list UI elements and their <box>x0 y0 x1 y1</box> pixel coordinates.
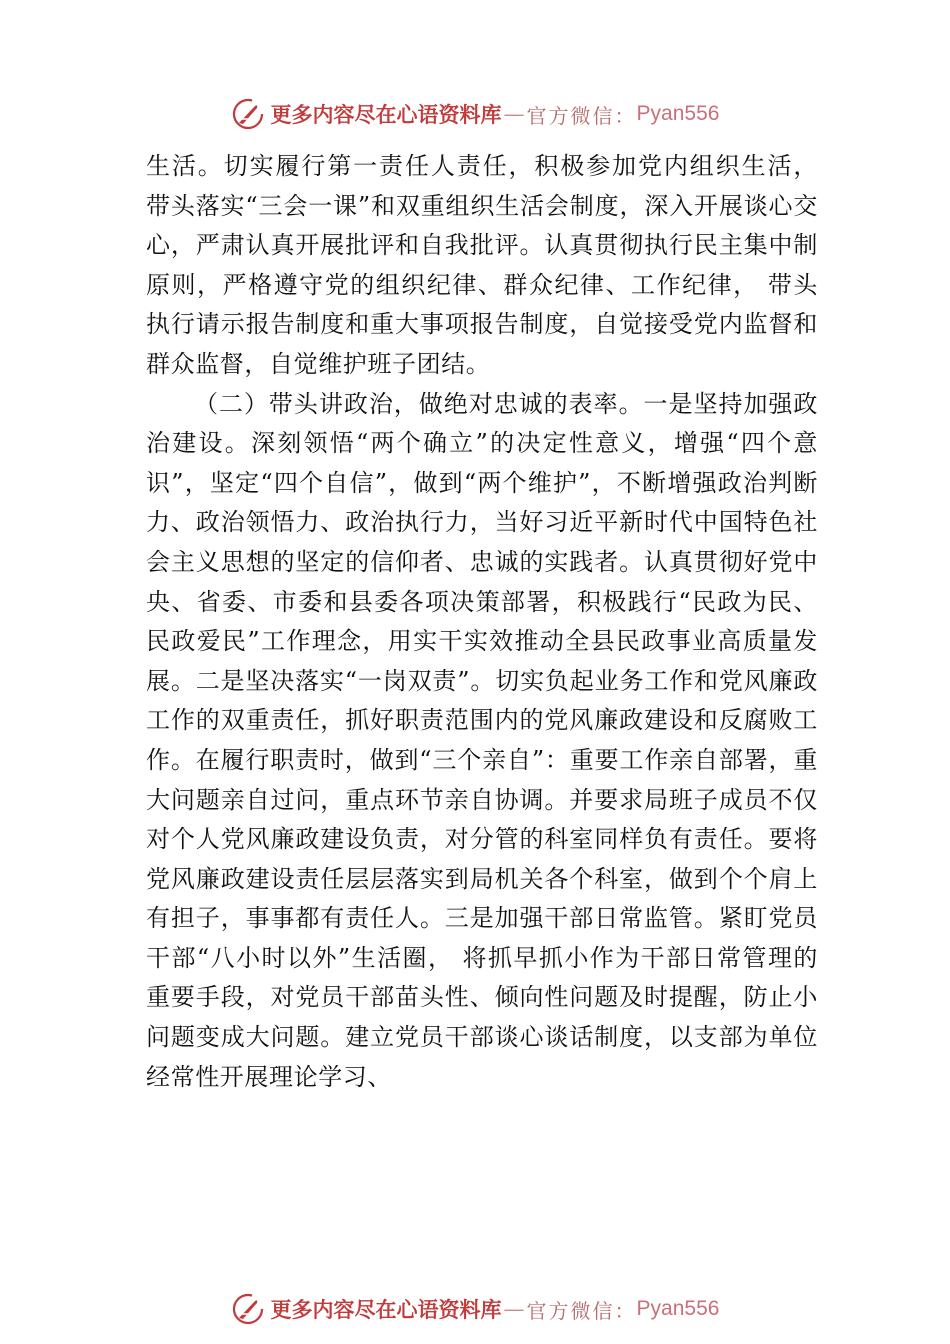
watermark-dash: — <box>503 102 525 126</box>
watermark-main-text: 更多内容尽在心语资料库 <box>270 102 502 127</box>
paragraph-2: （二）带头讲政治，做绝对忠诚的表率。一是坚持加强政治建设。深刻领悟“两个确立”的决定性意义，增强“四个意识”，坚定“四个自信”，做到“两个维护”，不断增强政治判断力、政治领悟力、政治执行力，当好习近平新时代中国特色社会主义思想的坚定的信仰者、忠诚的实践者。认真贯彻好党中央、省委、市委和县委各项决策部署，积极践行“民政为民、民政爱民”工作理念，用实干实效推动全县民政事业高质量发展。二是坚决落实“一岗双责”。切实负起业务工作和党风廉政工作的双重责任，抓好职责范围内的党风廉政建设和反腐败工作。在履行职责时，做到“三个亲自”：重要工作亲自部署，重大问题亲自过问，重点环节亲自协调。并要求局班子成员不仅对个人党风廉政建设负责，对分管的科室同样负有责任。要将党风廉政建设责任层层落实到局机关各个科室，做到个个肩上有担子，事事都有责任人。三是加强干部日常监管。紧盯党员干部“八小时以外”生活圈， 将抓早抓小作为干部日常管理的重要手段，对党员干部苗头性、倾向性问题及时提醒，防止小问题变成大问题。建立党员干部谈心谈话制度，以支部为单位经常性开展理论学习、 <box>146 389 818 1091</box>
watermark-sub-text: 官方微信： <box>526 1298 637 1323</box>
footer-watermark <box>0 1289 950 1329</box>
watermark-handle: Pyan556 <box>636 102 720 125</box>
document-body <box>146 147 818 1097</box>
watermark-sub-text: 官方微信： <box>526 103 637 128</box>
watermark-dash: — <box>503 1297 525 1321</box>
header-watermark <box>0 94 950 134</box>
watermark-handle: Pyan556 <box>636 1297 720 1320</box>
quill-logo-icon <box>231 97 265 131</box>
paragraph-1: 生活。切实履行第一责任人责任，积极参加党内组织生活， 带头落实“三会一课”和双重组织生活会制度，深入开展谈心交心，严肃认真开展批评和自我批评。认真贯彻执行民主集中制原则，严格遵守党的组织纪律、群众纪律、工作纪律， 带头执行请示报告制度和重大事项报告制度，自觉接受党内监督和群众监督，自觉维护班子团结。 <box>146 152 818 378</box>
watermark-main-text: 更多内容尽在心语资料库 <box>270 1297 502 1322</box>
quill-logo-icon <box>231 1292 265 1326</box>
